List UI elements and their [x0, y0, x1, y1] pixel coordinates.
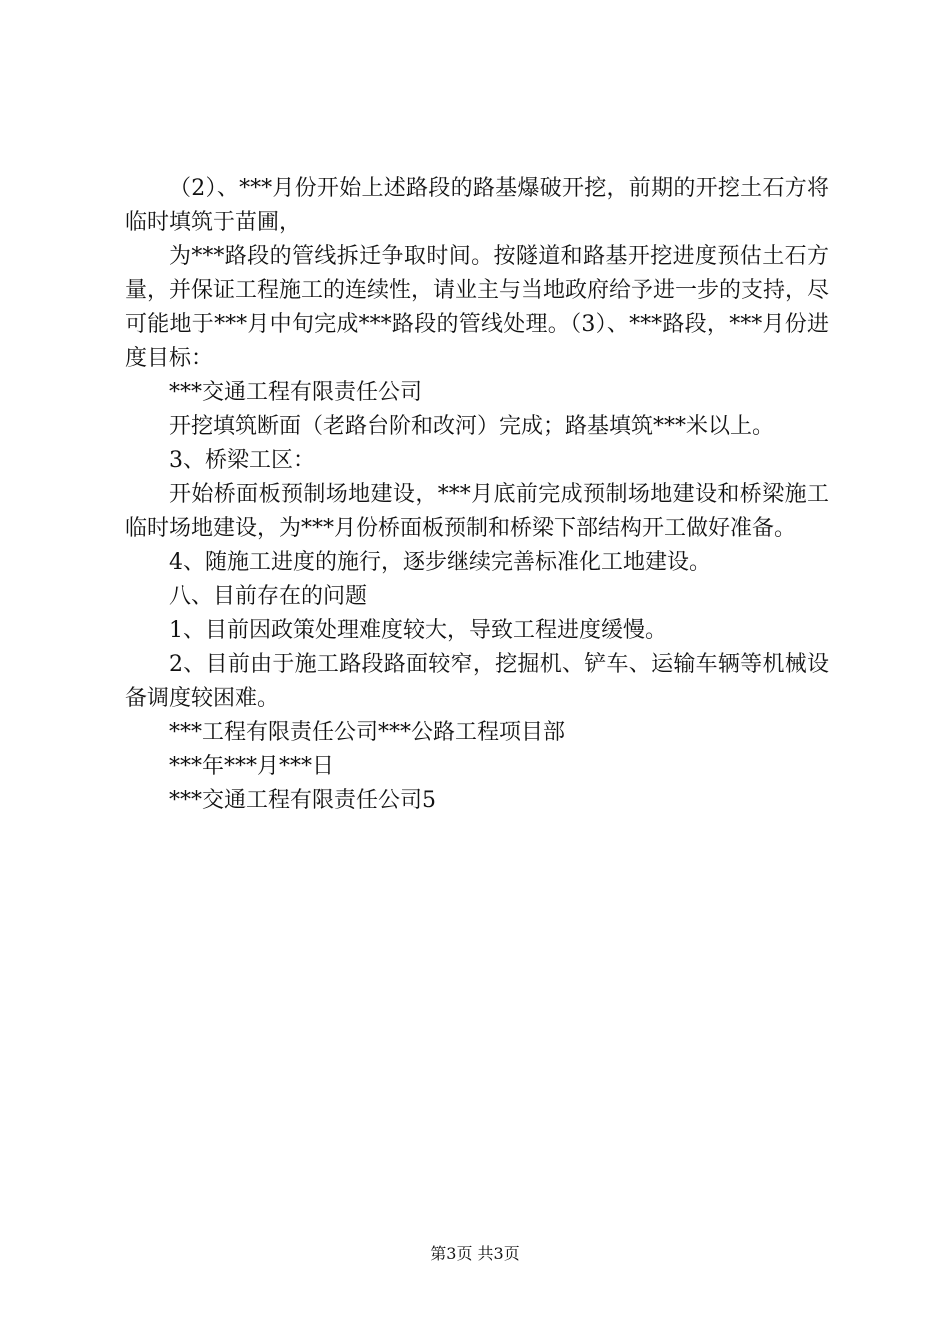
- paragraph-12: ***年***月***日: [169, 754, 335, 779]
- paragraph-7: 4、随施工进度的施行，逐步继续完善标准化工地建设。: [169, 550, 711, 575]
- document-body: [125, 172, 829, 818]
- paragraph-5: 3、桥梁工区：: [169, 448, 315, 473]
- paragraph-8: 八、目前存在的问题: [169, 584, 368, 609]
- paragraph-11: ***工程有限责任公司***公路工程项目部: [169, 720, 566, 745]
- paragraph-4: 开挖填筑断面（老路台阶和改河）完成；路基填筑***米以上。: [169, 414, 775, 439]
- paragraph-2: 为***路段的管线拆迁争取时间。按隧道和路基开挖进度预估土石方量，并保证工程施工的连续性，请业主与当地政府给予进一步的支持，尽可能地于***月中旬完成***路段的管线处理。（3）、***路段，***月份进度目标：: [125, 244, 830, 371]
- paragraph-6: 开始桥面板预制场地建设，***月底前完成预制场地建设和桥梁施工临时场地建设，为***月份桥面板预制和桥梁下部结构开工做好准备。: [125, 482, 829, 541]
- paragraph-3: ***交通工程有限责任公司: [169, 380, 423, 405]
- paragraph-13: ***交通工程有限责任公司5: [169, 788, 436, 813]
- page-number-footer: 第3页 共3页: [430, 1244, 520, 1263]
- paragraph-10: 2、目前由于施工路段路面较窄，挖掘机、铲车、运输车辆等机械设备调度较困难。: [125, 652, 829, 711]
- paragraph-9: 1、目前因政策处理难度较大，导致工程进度缓慢。: [169, 618, 667, 643]
- paragraph-1: （2）、***月份开始上述路段的路基爆破开挖，前期的开挖土石方将临时填筑于苗圃，: [125, 176, 829, 235]
